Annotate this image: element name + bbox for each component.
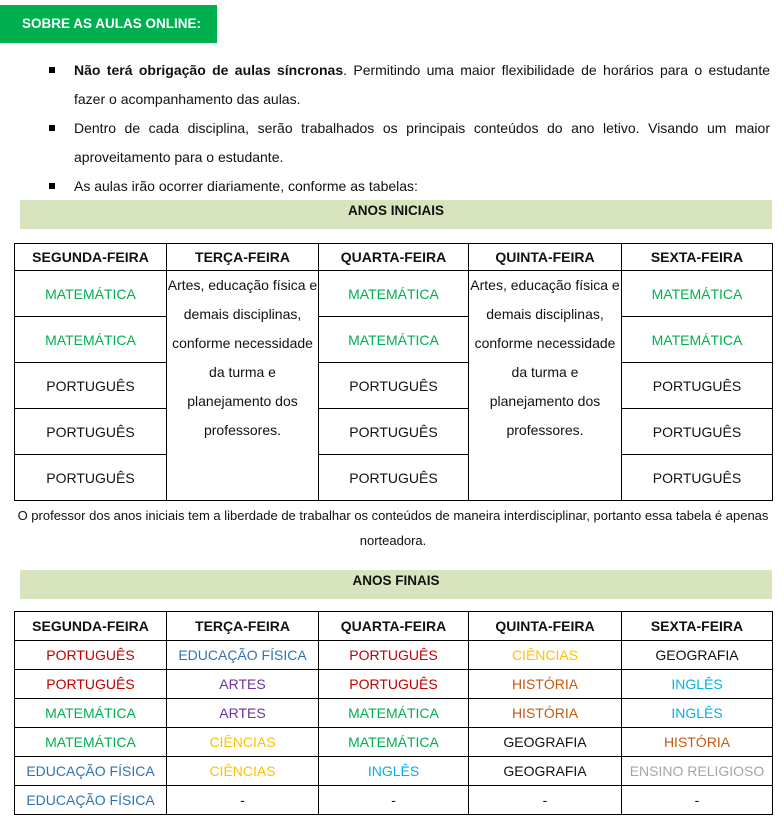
table-row [15,699,773,728]
day-header: TERÇA-FEIRA [167,244,319,271]
day-header: SEGUNDA-FEIRA [15,244,167,271]
subject-cell: MATEMÁTICA [319,317,469,363]
subject-cell: EDUCAÇÃO FÍSICA [167,641,319,670]
day-header: TERÇA-FEIRA [167,612,319,641]
subject-cell: MATEMÁTICA [319,728,469,757]
subject-cell: CIÊNCIAS [167,757,319,786]
subject-cell: PORTUGUÊS [319,455,469,501]
table-row [15,317,773,363]
table-row [15,455,773,501]
table-header-row [15,612,773,641]
subject-cell: PORTUGUÊS [15,363,167,409]
subject-cell: CIÊNCIAS [469,641,622,670]
subject-cell: PORTUGUÊS [622,455,773,501]
table-row [15,786,773,815]
bullet-text: Dentro de cada disciplina, serão trabalhados os principais conteúdos do ano letivo. Visando um maior aproveitamento para o estudante. [74,120,770,165]
subject-cell: GEOGRAFIA [622,641,773,670]
subject-cell: HISTÓRIA [622,728,773,757]
subject-cell: PORTUGUÊS [319,363,469,409]
subject-cell: MATEMÁTICA [622,271,773,317]
table-row [15,728,773,757]
subject-cell: GEOGRAFIA [469,728,622,757]
subject-cell: PORTUGUÊS [15,455,167,501]
subject-cell: MATEMÁTICA [15,317,167,363]
subject-cell: MATEMÁTICA [15,699,167,728]
bullet-bold-text: Não terá obrigação de aulas síncronas [74,62,344,78]
table-row [15,670,773,699]
subject-cell: CIÊNCIAS [167,728,319,757]
bullet-item [46,56,770,114]
subject-cell: MATEMÁTICA [319,699,469,728]
subject-cell: MATEMÁTICA [622,317,773,363]
subject-cell: INGLÊS [622,670,773,699]
bullet-square-icon [49,67,55,73]
table-row [15,363,773,409]
subject-cell: PORTUGUÊS [15,641,167,670]
subject-cell: HISTÓRIA [469,670,622,699]
day-header: QUINTA-FEIRA [469,244,622,271]
anos-finais-table [14,611,773,815]
subject-cell: MATEMÁTICA [15,728,167,757]
table-row [15,409,773,455]
subject-cell: EDUCAÇÃO FÍSICA [15,757,167,786]
subject-cell: ARTES [167,670,319,699]
merged-note-cell: Artes, educação física e demais disciplinas, conforme necessidade da turma e planejamento dos professores. [167,271,319,501]
bullet-item [46,172,770,201]
merged-note-cell: Artes, educação física e demais disciplinas, conforme necessidade da turma e planejamento dos professores. [469,271,622,501]
bullet-text: As aulas irão ocorrer diariamente, conforme as tabelas: [74,178,418,194]
day-header: QUARTA-FEIRA [319,612,469,641]
anos-iniciais-title: ANOS INICIAIS [20,200,772,229]
subject-cell: PORTUGUÊS [15,409,167,455]
subject-cell: MATEMÁTICA [319,271,469,317]
bullet-text: . Permitindo uma maior flexibilidade de horários para o estudante fazer o acompanhamento das aulas. [74,62,770,107]
subject-cell: ENSINO RELIGIOSO [622,757,773,786]
subject-cell: ARTES [167,699,319,728]
empty-cell: - [622,786,773,815]
table-row [15,757,773,786]
empty-cell: - [319,786,469,815]
subject-cell: PORTUGUÊS [15,670,167,699]
empty-cell: - [469,786,622,815]
subject-cell: PORTUGUÊS [319,641,469,670]
subject-cell: PORTUGUÊS [622,409,773,455]
table-header-row [15,244,773,271]
empty-cell: - [167,786,319,815]
subject-cell: EDUCAÇÃO FÍSICA [15,786,167,815]
day-header: QUINTA-FEIRA [469,612,622,641]
subject-cell: PORTUGUÊS [319,409,469,455]
table-row [15,271,773,317]
subject-cell: INGLÊS [319,757,469,786]
table-footnote: O professor dos anos iniciais tem a liberdade de trabalhar os conteúdos de maneira interdisciplinar, portanto essa tabela é apenas norteadora. [17,508,769,548]
bullet-item [46,114,770,172]
section-title: SOBRE AS AULAS ONLINE: [0,5,217,43]
subject-cell: HISTÓRIA [469,699,622,728]
day-header: SEXTA-FEIRA [622,244,773,271]
day-header: QUARTA-FEIRA [319,244,469,271]
table-row [15,641,773,670]
day-header: SEXTA-FEIRA [622,612,773,641]
bullet-square-icon [49,125,55,131]
subject-cell: PORTUGUÊS [622,363,773,409]
anos-iniciais-table [14,243,773,501]
info-bullet-list [46,56,770,201]
subject-cell: PORTUGUÊS [319,670,469,699]
bullet-square-icon [49,183,55,189]
subject-cell: MATEMÁTICA [15,271,167,317]
day-header: SEGUNDA-FEIRA [15,612,167,641]
anos-finais-title: ANOS FINAIS [20,570,772,599]
subject-cell: INGLÊS [622,699,773,728]
subject-cell: GEOGRAFIA [469,757,622,786]
